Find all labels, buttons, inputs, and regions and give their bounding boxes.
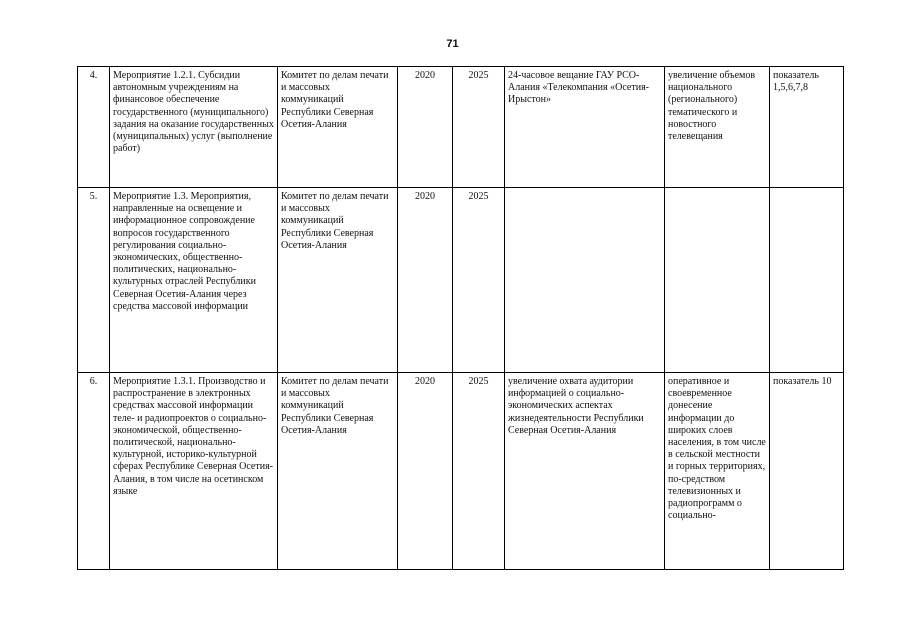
start-year-cell: 2020 bbox=[398, 373, 453, 570]
event-name-cell: Мероприятие 1.2.1. Субсидии автономным учреждениям на финансовое обеспечение государственного (муниципального) задания на оказание государственных (муниципальных) услуг (выполнение работ) bbox=[110, 67, 278, 188]
effect-cell: увеличение объемов национального (регионального) тематического и новостного телевещания bbox=[665, 67, 770, 188]
executor-cell: Комитет по делам печати и массовых коммуникаций Республики Северная Осетия-Алания bbox=[278, 67, 398, 188]
end-year-cell: 2025 bbox=[453, 373, 505, 570]
row-number: 4. bbox=[78, 67, 110, 188]
table-row bbox=[78, 67, 844, 188]
program-events-table bbox=[77, 66, 844, 570]
row-number: 6. bbox=[78, 373, 110, 570]
start-year-cell: 2020 bbox=[398, 188, 453, 373]
end-year-cell: 2025 bbox=[453, 67, 505, 188]
end-year-cell: 2025 bbox=[453, 188, 505, 373]
expected-result-cell: 24-часовое вещание ГАУ РСО-Алания «Телекомпания «Осетия-Ирыстон» bbox=[505, 67, 665, 188]
row-number: 5. bbox=[78, 188, 110, 373]
indicator-cell: показатель 1,5,6,7,8 bbox=[770, 67, 844, 188]
event-name-cell: Мероприятие 1.3.1. Производство и распространение в электронных средствах массовой информации теле- и радиопроектов о социально-экономической, общественно-политической, национально-культурной, историко-культурной сферах Республике Северная Осетия-Алания, в том числе на осетинском языке bbox=[110, 373, 278, 570]
indicator-cell: показатель 10 bbox=[770, 373, 844, 570]
page-number: 71 bbox=[446, 38, 459, 50]
effect-cell: оперативное и своевременное донесение информации до широких слоев населения, в том числе в сельской местности и горных территориях, по-средством телевизионных и радиопрограмм о социально- bbox=[665, 373, 770, 570]
expected-result-cell: увеличение охвата аудитории информацией о социально-экономических аспектах жизнедеятельности Республики Северная Осетия-Алания bbox=[505, 373, 665, 570]
indicator-cell bbox=[770, 188, 844, 373]
executor-cell: Комитет по делам печати и массовых коммуникаций Республики Северная Осетия-Алания bbox=[278, 373, 398, 570]
start-year-cell: 2020 bbox=[398, 67, 453, 188]
effect-cell bbox=[665, 188, 770, 373]
executor-cell: Комитет по делам печати и массовых коммуникаций Республики Северная Осетия-Алания bbox=[278, 188, 398, 373]
event-name-cell: Мероприятие 1.3. Мероприятия, направленные на освещение и информационное сопровождение вопросов государственного регулирования социально-экономических, общественно-политических, национально-культурных отраслей Республики Северная Осетия-Алания через средства массовой информации bbox=[110, 188, 278, 373]
table-row bbox=[78, 373, 844, 570]
table-row bbox=[78, 188, 844, 373]
expected-result-cell bbox=[505, 188, 665, 373]
